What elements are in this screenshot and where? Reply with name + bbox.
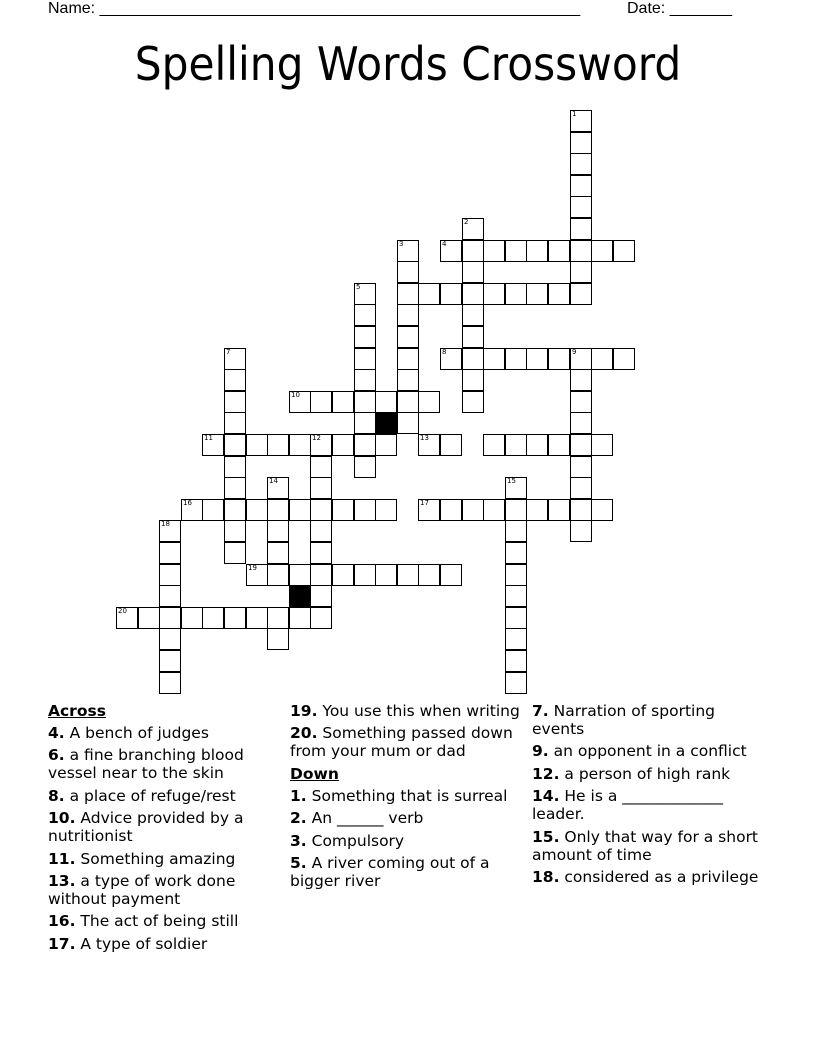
- crossword-cell[interactable]: [418, 434, 440, 456]
- crossword-cell[interactable]: [246, 434, 268, 456]
- name-field[interactable]: Name: ______________________________________________________: [48, 0, 581, 17]
- crossword-cell[interactable]: [505, 520, 527, 542]
- clue-column-1: [48, 700, 288, 957]
- crossword-cell[interactable]: [224, 348, 246, 370]
- cell-number: 11: [204, 434, 213, 442]
- crossword-cell[interactable]: [354, 434, 376, 456]
- crossword-cell[interactable]: [548, 283, 570, 305]
- crossword-cell[interactable]: [397, 391, 419, 413]
- crossword-cell[interactable]: [591, 348, 613, 370]
- crossword-cell[interactable]: [570, 110, 592, 132]
- crossword-cell[interactable]: [418, 391, 440, 413]
- crossword-cell[interactable]: [570, 196, 592, 218]
- crossword-cell[interactable]: [332, 391, 354, 413]
- cell-number: 5: [356, 283, 361, 291]
- crossword-cell[interactable]: [462, 261, 484, 283]
- crossword-cell[interactable]: [462, 499, 484, 521]
- cell-number: 16: [183, 499, 192, 507]
- crossword-cell[interactable]: [159, 542, 181, 564]
- crossword-cell[interactable]: [397, 283, 419, 305]
- crossword-cell[interactable]: [289, 391, 311, 413]
- crossword-cell[interactable]: [570, 132, 592, 154]
- crossword-cell[interactable]: [224, 520, 246, 542]
- crossword-cell[interactable]: [202, 607, 224, 629]
- crossword-cell[interactable]: [505, 499, 527, 521]
- crossword-cell[interactable]: [310, 564, 332, 586]
- crossword-cell[interactable]: [375, 499, 397, 521]
- clue-across-16: 16. The act of being still: [48, 912, 239, 931]
- clue-down-7: 7. Narration of sporting events: [532, 702, 715, 738]
- crossword-cell[interactable]: [526, 348, 548, 370]
- crossword-cell[interactable]: [483, 499, 505, 521]
- crossword-cell[interactable]: [505, 283, 527, 305]
- cell-number: 13: [420, 434, 429, 442]
- cell-number: 4: [442, 240, 447, 248]
- crossword-cell[interactable]: [267, 628, 289, 650]
- crossword-cell[interactable]: [505, 348, 527, 370]
- clue-down-9: 9. an opponent in a conflict: [532, 742, 747, 761]
- crossword-cell[interactable]: [591, 240, 613, 262]
- crossword-cell[interactable]: [310, 391, 332, 413]
- crossword-cell[interactable]: [354, 326, 376, 348]
- crossword-cell[interactable]: [591, 499, 613, 521]
- crossword-cell[interactable]: [267, 607, 289, 629]
- crossword-cell[interactable]: [224, 607, 246, 629]
- crossword-cell[interactable]: [289, 564, 311, 586]
- crossword-cell[interactable]: [310, 607, 332, 629]
- cell-number: 8: [442, 348, 447, 356]
- crossword-cell[interactable]: [613, 348, 635, 370]
- crossword-cell[interactable]: [354, 564, 376, 586]
- crossword-black-cell: [375, 412, 397, 434]
- crossword-cell[interactable]: [224, 391, 246, 413]
- crossword-cell[interactable]: [397, 348, 419, 370]
- crossword-cell[interactable]: [570, 477, 592, 499]
- crossword-cell[interactable]: [224, 456, 246, 478]
- crossword-cell[interactable]: [570, 348, 592, 370]
- crossword-cell[interactable]: [526, 499, 548, 521]
- crossword-cell[interactable]: [570, 261, 592, 283]
- crossword-cell[interactable]: [440, 283, 462, 305]
- crossword-cell[interactable]: [332, 499, 354, 521]
- crossword-cell[interactable]: [462, 391, 484, 413]
- crossword-cell[interactable]: [570, 369, 592, 391]
- crossword-cell[interactable]: [505, 650, 527, 672]
- crossword-cell[interactable]: [570, 434, 592, 456]
- crossword-cell[interactable]: [397, 326, 419, 348]
- cell-number: 14: [269, 477, 278, 485]
- crossword-cell[interactable]: [289, 607, 311, 629]
- crossword-cell[interactable]: [505, 564, 527, 586]
- crossword-cell[interactable]: [354, 369, 376, 391]
- crossword-cell[interactable]: [267, 477, 289, 499]
- clue-down-2: 2. An ______ verb: [290, 809, 424, 828]
- crossword-black-cell: [289, 585, 311, 607]
- clue-down-5: 5. A river coming out of a bigger river: [290, 853, 490, 890]
- crossword-cell[interactable]: [354, 283, 376, 305]
- crossword-cell[interactable]: [505, 607, 527, 629]
- crossword-cell[interactable]: [505, 240, 527, 262]
- crossword-cell[interactable]: [570, 391, 592, 413]
- crossword-cell[interactable]: [375, 564, 397, 586]
- crossword-cell[interactable]: [462, 304, 484, 326]
- crossword-cell[interactable]: [570, 499, 592, 521]
- crossword-cell[interactable]: [548, 434, 570, 456]
- crossword-cell[interactable]: [267, 434, 289, 456]
- crossword-cell[interactable]: [526, 240, 548, 262]
- crossword-cell[interactable]: [224, 412, 246, 434]
- crossword-cell[interactable]: [483, 434, 505, 456]
- crossword-cell[interactable]: [267, 520, 289, 542]
- crossword-cell[interactable]: [397, 240, 419, 262]
- crossword-cell[interactable]: [310, 585, 332, 607]
- crossword-cell[interactable]: [354, 348, 376, 370]
- crossword-cell[interactable]: [483, 348, 505, 370]
- crossword-cell[interactable]: [570, 412, 592, 434]
- clue-across-10: 10. Advice provided by a nutritionist: [48, 809, 244, 846]
- cell-number: 15: [507, 477, 516, 485]
- crossword-cell[interactable]: [397, 412, 419, 434]
- crossword-cell[interactable]: [310, 499, 332, 521]
- crossword-cell[interactable]: [397, 304, 419, 326]
- crossword-cell[interactable]: [332, 564, 354, 586]
- crossword-cell[interactable]: [159, 650, 181, 672]
- cell-number: 1: [572, 110, 577, 118]
- crossword-cell[interactable]: [505, 542, 527, 564]
- crossword-cell[interactable]: [224, 477, 246, 499]
- crossword-cell[interactable]: [138, 607, 160, 629]
- crossword-cell[interactable]: [354, 499, 376, 521]
- crossword-cell[interactable]: [267, 499, 289, 521]
- crossword-cell[interactable]: [224, 369, 246, 391]
- crossword-cell[interactable]: [462, 240, 484, 262]
- crossword-cell[interactable]: [354, 412, 376, 434]
- crossword-cell[interactable]: [570, 153, 592, 175]
- crossword-cell[interactable]: [397, 564, 419, 586]
- crossword-cell[interactable]: [159, 607, 181, 629]
- crossword-cell[interactable]: [505, 585, 527, 607]
- crossword-cell[interactable]: [570, 520, 592, 542]
- crossword-cell[interactable]: [159, 672, 181, 694]
- cell-number: 3: [399, 240, 404, 248]
- clue-across-4: 4. A bench of judges: [48, 724, 209, 742]
- crossword-cell[interactable]: [613, 240, 635, 262]
- crossword-cell[interactable]: [418, 564, 440, 586]
- cell-number: 2: [464, 218, 469, 226]
- page-title: Spelling Words Crossword: [134, 37, 682, 91]
- cell-number: 18: [161, 520, 170, 528]
- cell-number: 19: [248, 564, 257, 572]
- clue-down-12: 12. a person of high rank: [532, 764, 731, 783]
- crossword-cell[interactable]: [181, 499, 203, 521]
- across-heading: Across: [48, 702, 106, 720]
- crossword-cell[interactable]: [397, 261, 419, 283]
- clue-column-2: [290, 700, 530, 894]
- crossword-cell[interactable]: [505, 434, 527, 456]
- crossword-cell[interactable]: [440, 240, 462, 262]
- crossword-cell[interactable]: [202, 434, 224, 456]
- crossword-cell[interactable]: [483, 283, 505, 305]
- crossword-cell[interactable]: [375, 434, 397, 456]
- crossword-cell[interactable]: [591, 434, 613, 456]
- crossword-cell[interactable]: [548, 348, 570, 370]
- clue-down-14: 14. He is a _____________ leader.: [532, 787, 724, 824]
- clue-down-15: 15. Only that way for a short amount of time: [532, 827, 759, 864]
- crossword-cell[interactable]: [526, 434, 548, 456]
- crossword-cell[interactable]: [354, 391, 376, 413]
- crossword-cell[interactable]: [548, 499, 570, 521]
- crossword-cell[interactable]: [289, 434, 311, 456]
- crossword-cell[interactable]: [354, 304, 376, 326]
- crossword-cell[interactable]: [289, 499, 311, 521]
- crossword-cell[interactable]: [440, 564, 462, 586]
- crossword-cell[interactable]: [440, 499, 462, 521]
- clue-down-1: 1. Something that is surreal: [290, 786, 508, 805]
- crossword-cell[interactable]: [375, 391, 397, 413]
- crossword-cell[interactable]: [332, 434, 354, 456]
- crossword-cell[interactable]: [116, 607, 138, 629]
- cell-number: 20: [118, 607, 127, 615]
- clue-across-20: 20. Something passed down from your mum or dad: [290, 724, 513, 761]
- crossword-cell[interactable]: [462, 283, 484, 305]
- crossword-cell[interactable]: [505, 672, 527, 694]
- crossword-cell[interactable]: [570, 456, 592, 478]
- clue-across-8: 8. a place of refuge/rest: [48, 786, 236, 805]
- crossword-cell[interactable]: [462, 218, 484, 240]
- crossword-cell[interactable]: [418, 499, 440, 521]
- crossword-cell[interactable]: [310, 477, 332, 499]
- crossword-cell[interactable]: [181, 607, 203, 629]
- clue-across-11: 11. Something amazing: [48, 849, 236, 868]
- crossword-cell[interactable]: [246, 607, 268, 629]
- clue-down-3: 3. Compulsory: [290, 831, 405, 850]
- crossword-cell[interactable]: [505, 477, 527, 499]
- crossword-cell[interactable]: [267, 542, 289, 564]
- crossword-cell[interactable]: [462, 348, 484, 370]
- crossword-cell[interactable]: [548, 240, 570, 262]
- crossword-cell[interactable]: [310, 542, 332, 564]
- crossword-cell[interactable]: [440, 434, 462, 456]
- cell-number: 10: [291, 391, 300, 399]
- crossword-cell[interactable]: [159, 564, 181, 586]
- crossword-cell[interactable]: [159, 585, 181, 607]
- crossword-cell[interactable]: [224, 542, 246, 564]
- crossword-cell[interactable]: [440, 348, 462, 370]
- crossword-cell[interactable]: [462, 326, 484, 348]
- clue-column-3: [532, 700, 772, 890]
- crossword-cell[interactable]: [570, 240, 592, 262]
- crossword-cell[interactable]: [159, 628, 181, 650]
- crossword-cell[interactable]: [570, 175, 592, 197]
- crossword-cell[interactable]: [224, 499, 246, 521]
- clue-across-6: 6. a fine branching blood vessel near to the skin: [48, 746, 244, 783]
- cell-number: 17: [420, 499, 429, 507]
- crossword-cell[interactable]: [246, 499, 268, 521]
- crossword-cell[interactable]: [202, 499, 224, 521]
- crossword-cell[interactable]: [526, 283, 548, 305]
- crossword-cell[interactable]: [246, 564, 268, 586]
- cell-number: 9: [572, 348, 577, 356]
- clue-across-13: 13. a type of work done without payment: [48, 871, 236, 908]
- crossword-cell[interactable]: [397, 369, 419, 391]
- crossword-cell[interactable]: [418, 283, 440, 305]
- crossword-cell[interactable]: [462, 369, 484, 391]
- crossword-cell[interactable]: [267, 564, 289, 586]
- clue-across-19: 19. You use this when writing: [290, 702, 520, 720]
- crossword-cell[interactable]: [354, 456, 376, 478]
- clue-down-18: 18. considered as a privilege: [532, 867, 759, 886]
- date-field[interactable]: Date: _______: [627, 0, 732, 17]
- crossword-cell[interactable]: [159, 520, 181, 542]
- crossword-cell[interactable]: [224, 434, 246, 456]
- clue-across-17: 17. A type of soldier: [48, 934, 208, 953]
- crossword-cell[interactable]: [310, 520, 332, 542]
- cell-number: 12: [312, 434, 321, 442]
- crossword-cell[interactable]: [310, 456, 332, 478]
- crossword-cell[interactable]: [483, 240, 505, 262]
- cell-number: 7: [226, 348, 231, 356]
- crossword-cell[interactable]: [570, 218, 592, 240]
- crossword-cell[interactable]: [505, 628, 527, 650]
- crossword-cell[interactable]: [570, 283, 592, 305]
- down-heading: Down: [290, 764, 339, 783]
- crossword-cell[interactable]: [310, 434, 332, 456]
